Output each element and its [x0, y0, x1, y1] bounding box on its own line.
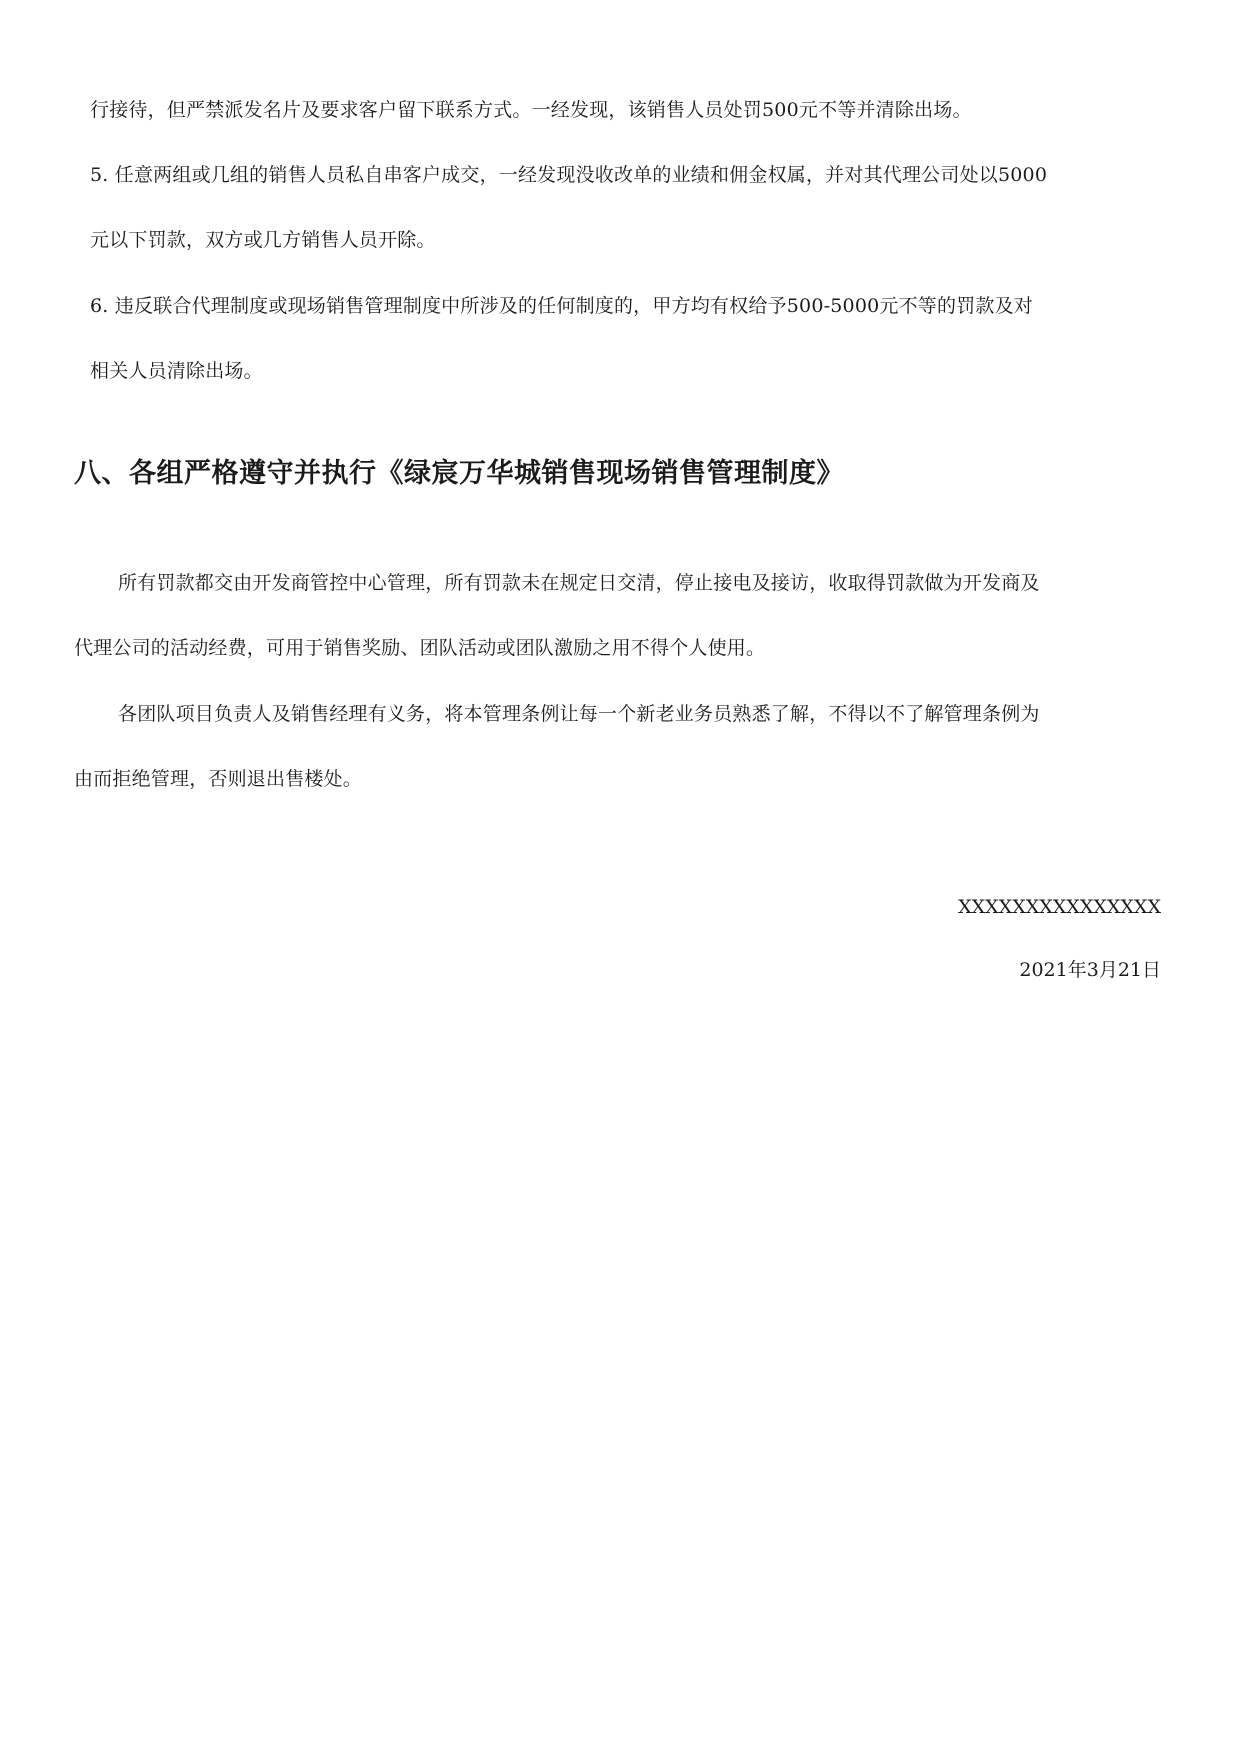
item4-continuation: 行接待，但严禁派发名片及要求客户留下联系方式。一经发现，该销售人员处罚500元不等并清除出场。 — [90, 99, 972, 121]
signature-name: XXXXXXXXXXXXXXX — [958, 896, 1161, 918]
section8-para2-line1: 各团队项目负责人及销售经理有义务，将本管理条例让每一个新老业务员熟悉了解，不得以不了解管理条例为 — [118, 703, 1040, 725]
section8-para2-line2: 由而拒绝管理，否则退出售楼处。 — [74, 768, 363, 790]
section8-para1-line2: 代理公司的活动经费，可用于销售奖励、团队活动或团队激励之用不得个人使用。 — [74, 637, 766, 659]
section8-para1-line1: 所有罚款都交由开发商管控中心管理，所有罚款未在规定日交清，停止接电及接访，收取得罚款做为开发商及 — [118, 572, 1040, 594]
item6-line1: 6. 违反联合代理制度或现场销售管理制度中所涉及的任何制度的，甲方均有权给予500-5000元不等的罚款及对 — [90, 295, 1034, 317]
item6-line2: 相关人员清除出场。 — [90, 360, 263, 382]
signature-date: 2021年3月21日 — [1019, 959, 1161, 981]
item5-line2: 元以下罚款，双方或几方销售人员开除。 — [90, 229, 436, 251]
section8-heading: 八、各组严格遵守并执行《绿宸万华城销售现场销售管理制度》 — [74, 458, 844, 489]
item5-line1: 5. 任意两组或几组的销售人员私自串客户成交，一经发现没收改单的业绩和佣金权属，并对其代理公司处以5000 — [90, 164, 1048, 186]
